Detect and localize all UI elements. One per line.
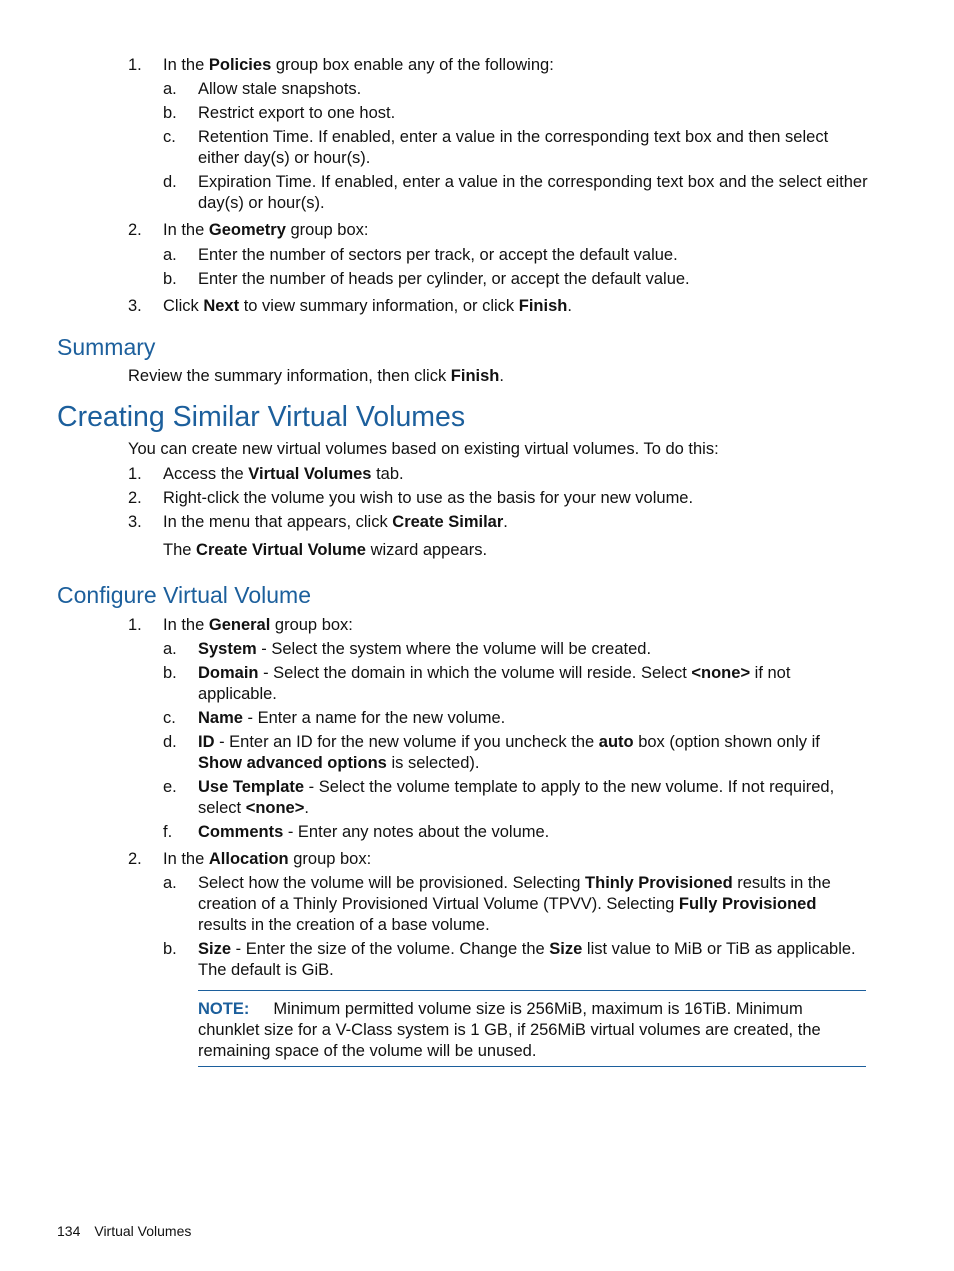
geometry-step: In the Geometry group box: <box>163 221 369 239</box>
step-number: 1. <box>128 56 142 74</box>
note-content <box>198 999 866 1062</box>
list-item: Allow stale snapshots. <box>198 80 362 98</box>
step-number: 2. <box>128 221 142 239</box>
step-number: 2. <box>128 850 142 868</box>
list-item-system: System - Select the system where the volume will be created. <box>198 640 652 658</box>
creating-result: The Create Virtual Volume wizard appears. <box>163 541 488 559</box>
list-letter: b. <box>163 104 177 122</box>
list-item: Enter the number of sectors per track, or accept the default value. <box>198 246 678 264</box>
list-item-id: ID - Enter an ID for the new volume if you uncheck the auto box (option shown only if Show advanced options is selected). <box>198 733 820 772</box>
list-letter: c. <box>163 709 176 727</box>
note-box <box>198 990 866 1067</box>
creating-intro: You can create new virtual volumes based on existing virtual volumes. To do this: <box>128 440 719 458</box>
list-letter: a. <box>163 640 177 658</box>
list-item-domain: Domain - Select the domain in which the volume will reside. Select <none> if not applicable. <box>198 664 791 703</box>
list-item-provisioning: Select how the volume will be provisioned. Selecting Thinly Provisioned results in the creation of a Thinly Provisioned Virtual Volume (TPVV). Selecting Fully Provisioned results in the creation of a base volume. <box>198 874 831 934</box>
list-letter: d. <box>163 733 177 751</box>
list-item-comments: Comments - Enter any notes about the volume. <box>198 823 550 841</box>
list-letter: f. <box>163 823 173 841</box>
next-step: Click Next to view summary information, or click Finish. <box>163 297 572 315</box>
note-text: Minimum permitted volume size is 256MiB, maximum is 16TiB. Minimum chunklet size for a V-Class system is 1 GB, if 256MiB virtual volumes are created, the remaining space of the volume will be unused. <box>198 1000 821 1060</box>
list-item: Enter the number of heads per cylinder, or accept the default value. <box>198 270 690 288</box>
list-item: Expiration Time. If enabled, enter a value in the corresponding text box and the select either day(s) or hour(s). <box>198 173 868 212</box>
list-letter: b. <box>163 940 177 958</box>
list-letter: b. <box>163 664 177 682</box>
creating-step-1: Access the Virtual Volumes tab. <box>163 465 404 483</box>
list-item: Retention Time. If enabled, enter a value in the corresponding text box and then select either day(s) or hour(s). <box>198 128 829 167</box>
allocation-step: In the Allocation group box: <box>163 850 372 868</box>
policies-step: In the Policies group box enable any of the following: <box>163 56 554 74</box>
list-letter: b. <box>163 270 177 288</box>
summary-text: Review the summary information, then click Finish. <box>128 367 504 385</box>
list-letter: a. <box>163 80 177 98</box>
page-number: 134 <box>57 1223 81 1239</box>
step-number: 1. <box>128 616 142 634</box>
step-number: 2. <box>128 489 142 507</box>
list-item-use-template: Use Template - Select the volume template to apply to the new volume. If not required, select <none>. <box>198 778 835 817</box>
list-letter: e. <box>163 778 177 796</box>
note-label: NOTE: <box>198 1000 250 1018</box>
list-item: Restrict export to one host. <box>198 104 396 122</box>
creating-step-2: Right-click the volume you wish to use as the basis for your new volume. <box>163 489 694 507</box>
configure-heading: Configure Virtual Volume <box>57 582 311 608</box>
general-step: In the General group box: <box>163 616 353 634</box>
creating-step-3: In the menu that appears, click Create Similar. <box>163 513 508 531</box>
step-number: 1. <box>128 465 142 483</box>
list-item-size: Size - Enter the size of the volume. Change the Size list value to MiB or TiB as applicable. The default is GiB. <box>198 940 856 979</box>
step-number: 3. <box>128 297 142 315</box>
list-letter: d. <box>163 173 177 191</box>
page-footer <box>57 1222 191 1240</box>
list-letter: c. <box>163 128 176 146</box>
list-item-name: Name - Enter a name for the new volume. <box>198 709 506 727</box>
list-letter: a. <box>163 246 177 264</box>
list-letter: a. <box>163 874 177 892</box>
summary-heading: Summary <box>57 334 156 360</box>
creating-heading: Creating Similar Virtual Volumes <box>57 401 466 433</box>
footer-section: Virtual Volumes <box>94 1223 192 1239</box>
step-number: 3. <box>128 513 142 531</box>
